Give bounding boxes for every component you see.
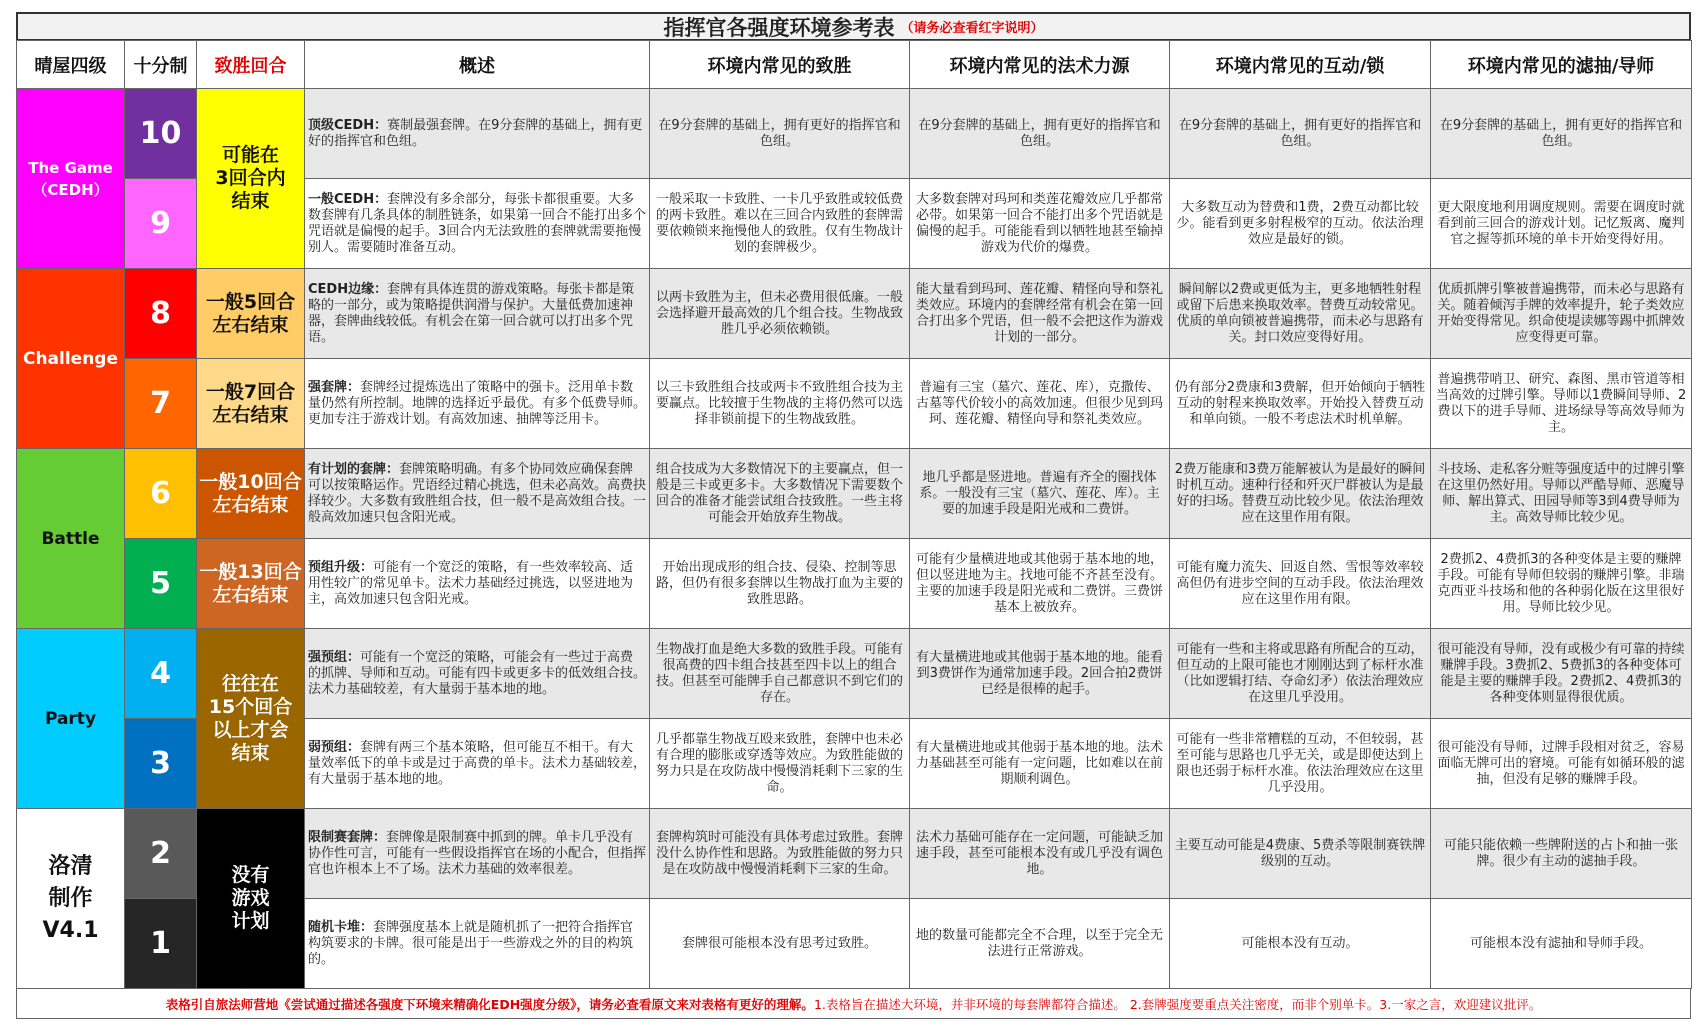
header-overview: 概述 <box>305 41 650 89</box>
interaction-cell: 可能根本没有互动。 <box>1170 899 1431 989</box>
level-row <box>17 359 1692 449</box>
overview-text: 可能有一个宽泛的策略，有一些效率较高、适用性较广的常见单卡。法术力基础经过挑选，以竖进地为主，高效加速只包含阳光戒。 <box>308 559 634 607</box>
interaction-cell: 主要互动可能是4费康、5费杀等限制赛铁牌级别的互动。 <box>1170 809 1431 899</box>
tier-label: Challenge <box>17 269 125 449</box>
score-cell: 7 <box>125 359 197 449</box>
score-cell: 8 <box>125 269 197 359</box>
mana-cell: 能大量看到玛珂、莲花瓣、精怪向导和祭礼类效应。环境内的套牌经常有机会在第一回合打出多个咒语，但一般不会把这作为游戏计划的一部分。 <box>910 269 1170 359</box>
overview-title: CEDH边缘： <box>308 281 388 297</box>
level-row <box>17 629 1692 719</box>
overview-title: 有计划的套牌： <box>308 461 400 477</box>
footer-source: 表格引自旅法师营地《尝试通过描述各强度下环境来精确化EDH强度分级》，请务必查看原文来对表格有更好的理解。 <box>165 996 814 1012</box>
title-main: 指挥官各强度环境参考表 <box>663 15 895 40</box>
tier-label: Battle <box>17 449 125 629</box>
overview-text: 赛制最强套牌。在9分套牌的基础上，拥有更好的指挥官和色组。 <box>308 117 643 149</box>
overview-text: 可能有一个宽泛的策略，可能会有一些过于高费的抓牌、导师和互动。可能有四卡或更多卡的低效组合技。法术力基础较差，有大量弱于基本地的地。 <box>308 649 647 697</box>
score-cell: 9 <box>125 179 197 269</box>
overview-cell <box>305 269 650 359</box>
interaction-cell: 可能有一些非常糟糕的互动，不但较弱，甚至可能与思路也几乎无关，或是即使达到上限也还弱于标杆水准。依法治理效应在这里几乎没用。 <box>1170 719 1431 809</box>
interaction-cell: 大多数互动为替费和1费，2费互动都比较少。能看到更多射程极窄的互动。依法治理效应是最好的锁。 <box>1170 179 1431 269</box>
overview-cell <box>305 719 650 809</box>
wincons-cell: 以三卡致胜组合技或两卡不致胜组合技为主要赢点。比较擅于生物战的主将仍然可以选择非锁前提下的生物战致胜。 <box>650 359 910 449</box>
draw-cell: 可能只能依赖一些牌附送的占卜和抽一张牌。很少有主动的滤抽手段。 <box>1431 809 1692 899</box>
mana-cell: 大多数套牌对玛珂和类莲花瓣效应几乎都常必带。如果第一回合不能打出多个咒语就是偏慢的起手。可能能看到以牺牲地甚至输掉游戏为代价的爆费。 <box>910 179 1170 269</box>
overview-title: 限制赛套牌： <box>308 829 387 845</box>
mana-cell: 有大量横进地或其他弱于基本地的地。法术力基础甚至可能有一定问题，比如难以在前期顺利调色。 <box>910 719 1170 809</box>
wincons-cell: 套牌构筑时可能没有具体考虑过致胜。套牌没什么协作性和思路。为致胜能做的努力只是在攻防战中慢慢消耗剩下三家的生命。 <box>650 809 910 899</box>
mana-cell: 普遍有三宝（墓穴、莲花、库），克撒传、古墓等代价较小的高效加速。但很少见到玛珂、莲花瓣、精怪向导和祭礼类效应。 <box>910 359 1170 449</box>
overview-text: 套牌有具体连贯的游戏策略。每张卡都是策略的一部分，或为策略提供润滑与保护。大量低费加速神器，套牌曲线较低。有机会在第一回合就可以打出多个咒语。 <box>308 281 635 345</box>
power-level-table <box>16 40 1692 989</box>
level-row <box>17 89 1692 179</box>
reference-sheet <box>16 12 1691 1020</box>
wincons-cell: 套牌很可能根本没有思考过致胜。 <box>650 899 910 989</box>
overview-text: 套牌像是限制赛中抓到的牌。单卡几乎没有协作性可言，可能有一些假设指挥官在场的小配合，但指挥官也许根本上不了场。法术力基础的效率很差。 <box>308 829 647 877</box>
overview-cell <box>305 179 650 269</box>
mana-cell: 在9分套牌的基础上，拥有更好的指挥官和色组。 <box>910 89 1170 179</box>
draw-cell: 在9分套牌的基础上，拥有更好的指挥官和色组。 <box>1431 89 1692 179</box>
score-cell: 1 <box>125 899 197 989</box>
level-row <box>17 449 1692 539</box>
overview-cell <box>305 359 650 449</box>
overview-text: 套牌策略明确。有多个协同效应确保套牌可以按策略运作。咒语经过精心挑选，但未必高效。高费抉择较少。大多数有致胜组合技，但一般不是高效组合技。一般高效加速只包含阳光戒。 <box>308 461 647 525</box>
draw-cell: 优质抓牌引擎被普遍携带，而未必与思路有关。随着倾泻手牌的效率提升，轮子类效应开始变得常见。织命使堤读娜等踢中抓牌效应变得更可靠。 <box>1431 269 1692 359</box>
header-tier: 晴屋四级 <box>17 41 125 89</box>
interaction-cell: 在9分套牌的基础上，拥有更好的指挥官和色组。 <box>1170 89 1431 179</box>
score-cell: 5 <box>125 539 197 629</box>
wincons-cell: 开始出现成形的组合技、侵染、控制等思路，但仍有很多套牌以生物战打血为主要的致胜思路。 <box>650 539 910 629</box>
overview-text: 套牌强度基本上就是随机抓了一把符合指挥官构筑要求的卡牌。很可能是出于一些游戏之外的目的构筑的。 <box>308 919 634 967</box>
score-cell: 4 <box>125 629 197 719</box>
sheet-title <box>16 12 1691 40</box>
overview-cell <box>305 449 650 539</box>
draw-cell: 更大限度地利用调度规则。需要在调度时就看到前三回合的游戏计划。记忆叛离、魔判官之握等抓环境的单卡开始变得好用。 <box>1431 179 1692 269</box>
mana-cell: 地的数量可能都完全不合理，以至于完全无法进行正常游戏。 <box>910 899 1170 989</box>
draw-cell: 很可能没有导师，没有或极少有可靠的持续赚牌手段。3费抓2、5费抓3的各种变体可能是主要的赚牌手段。2费抓2、4费抓3的各种变体则显得很优质。 <box>1431 629 1692 719</box>
mana-cell: 有大量横进地或其他弱于基本地的地。能看到3费饼作为通常加速手段。2回合拍2费饼已经是很棒的起手。 <box>910 629 1170 719</box>
overview-title: 强预组： <box>308 649 361 665</box>
tier-label: 洛清 制作 V4.1 <box>17 809 125 989</box>
mana-cell: 法术力基础可能存在一定问题，可能缺乏加速手段，甚至可能根本没有或几乎没有调色地。 <box>910 809 1170 899</box>
footer-note <box>16 989 1691 1019</box>
interaction-cell: 可能有一些和主将或思路有所配合的互动，但互动的上限可能也才刚刚达到了标杆水准（比如逻辑打结、夺命幻矛）依法治理效应在这里几乎没用。 <box>1170 629 1431 719</box>
header-mana: 环境内常见的法术力源 <box>910 41 1170 89</box>
win-turn-cell: 一般13回合 左右结束 <box>197 539 305 629</box>
overview-cell <box>305 539 650 629</box>
mana-cell: 可能有少量横进地或其他弱于基本地的地，但以竖进地为主。找地可能不齐甚至没有。主要的加速手段是阳光戒和二费饼。三费饼基本上被放弃。 <box>910 539 1170 629</box>
draw-cell: 可能根本没有滤抽和导师手段。 <box>1431 899 1692 989</box>
level-row <box>17 809 1692 899</box>
win-turn-cell: 往往在 15个回合 以上才会 结束 <box>197 629 305 809</box>
interaction-cell: 瞬间解以2费或更低为主，更多地牺牲射程或留下后患来换取效率。替费互动较常见。优质的单向锁被普遍携带，而未必与思路有关。封口效应变得好用。 <box>1170 269 1431 359</box>
overview-title: 一般CEDH： <box>308 191 388 207</box>
wincons-cell: 生物战打血是绝大多数的致胜手段。可能有很高费的四卡组合技甚至四卡以上的组合技。但甚至可能牌手自己都意识不到它们的存在。 <box>650 629 910 719</box>
overview-cell <box>305 809 650 899</box>
score-cell: 10 <box>125 89 197 179</box>
win-turn-cell: 一般10回合 左右结束 <box>197 449 305 539</box>
score-cell: 3 <box>125 719 197 809</box>
header-wincons: 环境内常见的致胜 <box>650 41 910 89</box>
overview-title: 顶级CEDH： <box>308 117 388 133</box>
draw-cell: 普遍携带哨卫、研究、森图、黑市管道等相当高效的过牌引擎。导师以1费瞬间导师、2费以下的进手导师、进场绿导等高效导师为主。 <box>1431 359 1692 449</box>
title-note: （请务必查看红字说明） <box>900 21 1044 36</box>
win-turn-cell: 一般7回合 左右结束 <box>197 359 305 449</box>
interaction-cell: 仍有部分2费康和3费解，但开始倾向于牺牲互动的射程来换取效率。开始投入替费互动和单向锁。一般不考虑法术时机单解。 <box>1170 359 1431 449</box>
overview-cell <box>305 629 650 719</box>
tier-label: Party <box>17 629 125 809</box>
header-interaction: 环境内常见的互动/锁 <box>1170 41 1431 89</box>
draw-cell: 很可能没有导师，过牌手段相对贫乏，容易面临无牌可出的窘境。可能有如循环般的滤抽，但没有足够的赚牌手段。 <box>1431 719 1692 809</box>
win-turn-cell: 没有 游戏 计划 <box>197 809 305 989</box>
header-score: 十分制 <box>125 41 197 89</box>
overview-cell <box>305 89 650 179</box>
wincons-cell: 在9分套牌的基础上，拥有更好的指挥官和色组。 <box>650 89 910 179</box>
level-row <box>17 539 1692 629</box>
header-draw: 环境内常见的滤抽/导师 <box>1431 41 1692 89</box>
wincons-cell: 几乎都靠生物战互殴来致胜，套牌中也未必有合理的膨胀或穿透等效应。为致胜能做的努力只是在攻防战中慢慢消耗剩下三家的生命。 <box>650 719 910 809</box>
header-row <box>17 41 1692 89</box>
overview-text: 套牌有两三个基本策略，但可能互不相干。有大量效率低下的单卡或是过于高费的单卡。法术力基础较差，有大量弱于基本地的地。 <box>308 739 647 787</box>
win-turn-cell: 可能在 3回合内 结束 <box>197 89 305 269</box>
win-turn-cell: 一般5回合 左右结束 <box>197 269 305 359</box>
overview-title: 弱预组： <box>308 739 361 755</box>
overview-title: 随机卡堆： <box>308 919 374 935</box>
interaction-cell: 可能有魔力流失、回返自然、雪恨等效率较高但仍有进步空间的互动手段。依法治理效应在这里作用有限。 <box>1170 539 1431 629</box>
interaction-cell: 2费万能康和3费万能解被认为是最好的瞬间时机互动。速种行径和歼灭尸群被认为是最好的扫场。替费互动比较少见。依法治理效应在这里作用有限。 <box>1170 449 1431 539</box>
draw-cell: 2费抓2、4费抓3的各种变体是主要的赚牌手段。可能有导师但较弱的赚牌引擎。非瑞克西亚斗技场和他的各种弱化版在这里很好用。导师比较少见。 <box>1431 539 1692 629</box>
score-cell: 2 <box>125 809 197 899</box>
score-cell: 6 <box>125 449 197 539</box>
wincons-cell: 一般采取一卡致胜、一卡几乎致胜或较低费的两卡致胜。难以在三回合内致胜的套牌需要依赖锁来拖慢他人的致胜。仅有生物战计划的套牌极少。 <box>650 179 910 269</box>
overview-title: 强套牌： <box>308 379 361 395</box>
overview-title: 预组升级： <box>308 559 374 575</box>
wincons-cell: 组合技成为大多数情况下的主要赢点，但一般是三卡或更多卡。大多数情况下需要数个回合的准备才能尝试组合技致胜。一些主将可能会开始放弃生物战。 <box>650 449 910 539</box>
header-win-turn: 致胜回合 <box>197 41 305 89</box>
mana-cell: 地几乎都是竖进地。普遍有齐全的圈找体系。一般没有三宝（墓穴、莲花、库）。主要的加速手段是阳光戒和二费饼。 <box>910 449 1170 539</box>
overview-text: 套牌没有多余部分，每张卡都很重要。大多数套牌有几条具体的制胜链条，如果第一回合不能打出多个咒语就是偏慢的起手。3回合内无法致胜的套牌就需要拖慢别人。需要随时准备互动。 <box>308 191 647 255</box>
overview-cell <box>305 899 650 989</box>
level-row <box>17 269 1692 359</box>
overview-text: 套牌经过提炼选出了策略中的强卡。泛用单卡数量仍然有所控制。地牌的选择近乎最优。有多个低费导师。更加专注于游戏计划。有高效加速、抽牌等泛用卡。 <box>308 379 647 427</box>
draw-cell: 斗技场、走私客分赃等强度适中的过牌引擎在这里仍然好用。导师以严酷导师、恶魔导师、解出算式、田园导师等3到4费导师为主。高效导师比较少见。 <box>1431 449 1692 539</box>
tier-label: The Game（CEDH） <box>17 89 125 269</box>
wincons-cell: 以两卡致胜为主，但未必费用很低廉。一般会选择避开最高效的几个组合技。生物战致胜几乎必须依赖锁。 <box>650 269 910 359</box>
footer-remarks: 1.表格旨在描述大环境，并非环境的每套牌都符合描述。 2.套牌强度要重点关注密度，而非个别单卡。3.一家之言，欢迎建议批评。 <box>813 996 1542 1012</box>
